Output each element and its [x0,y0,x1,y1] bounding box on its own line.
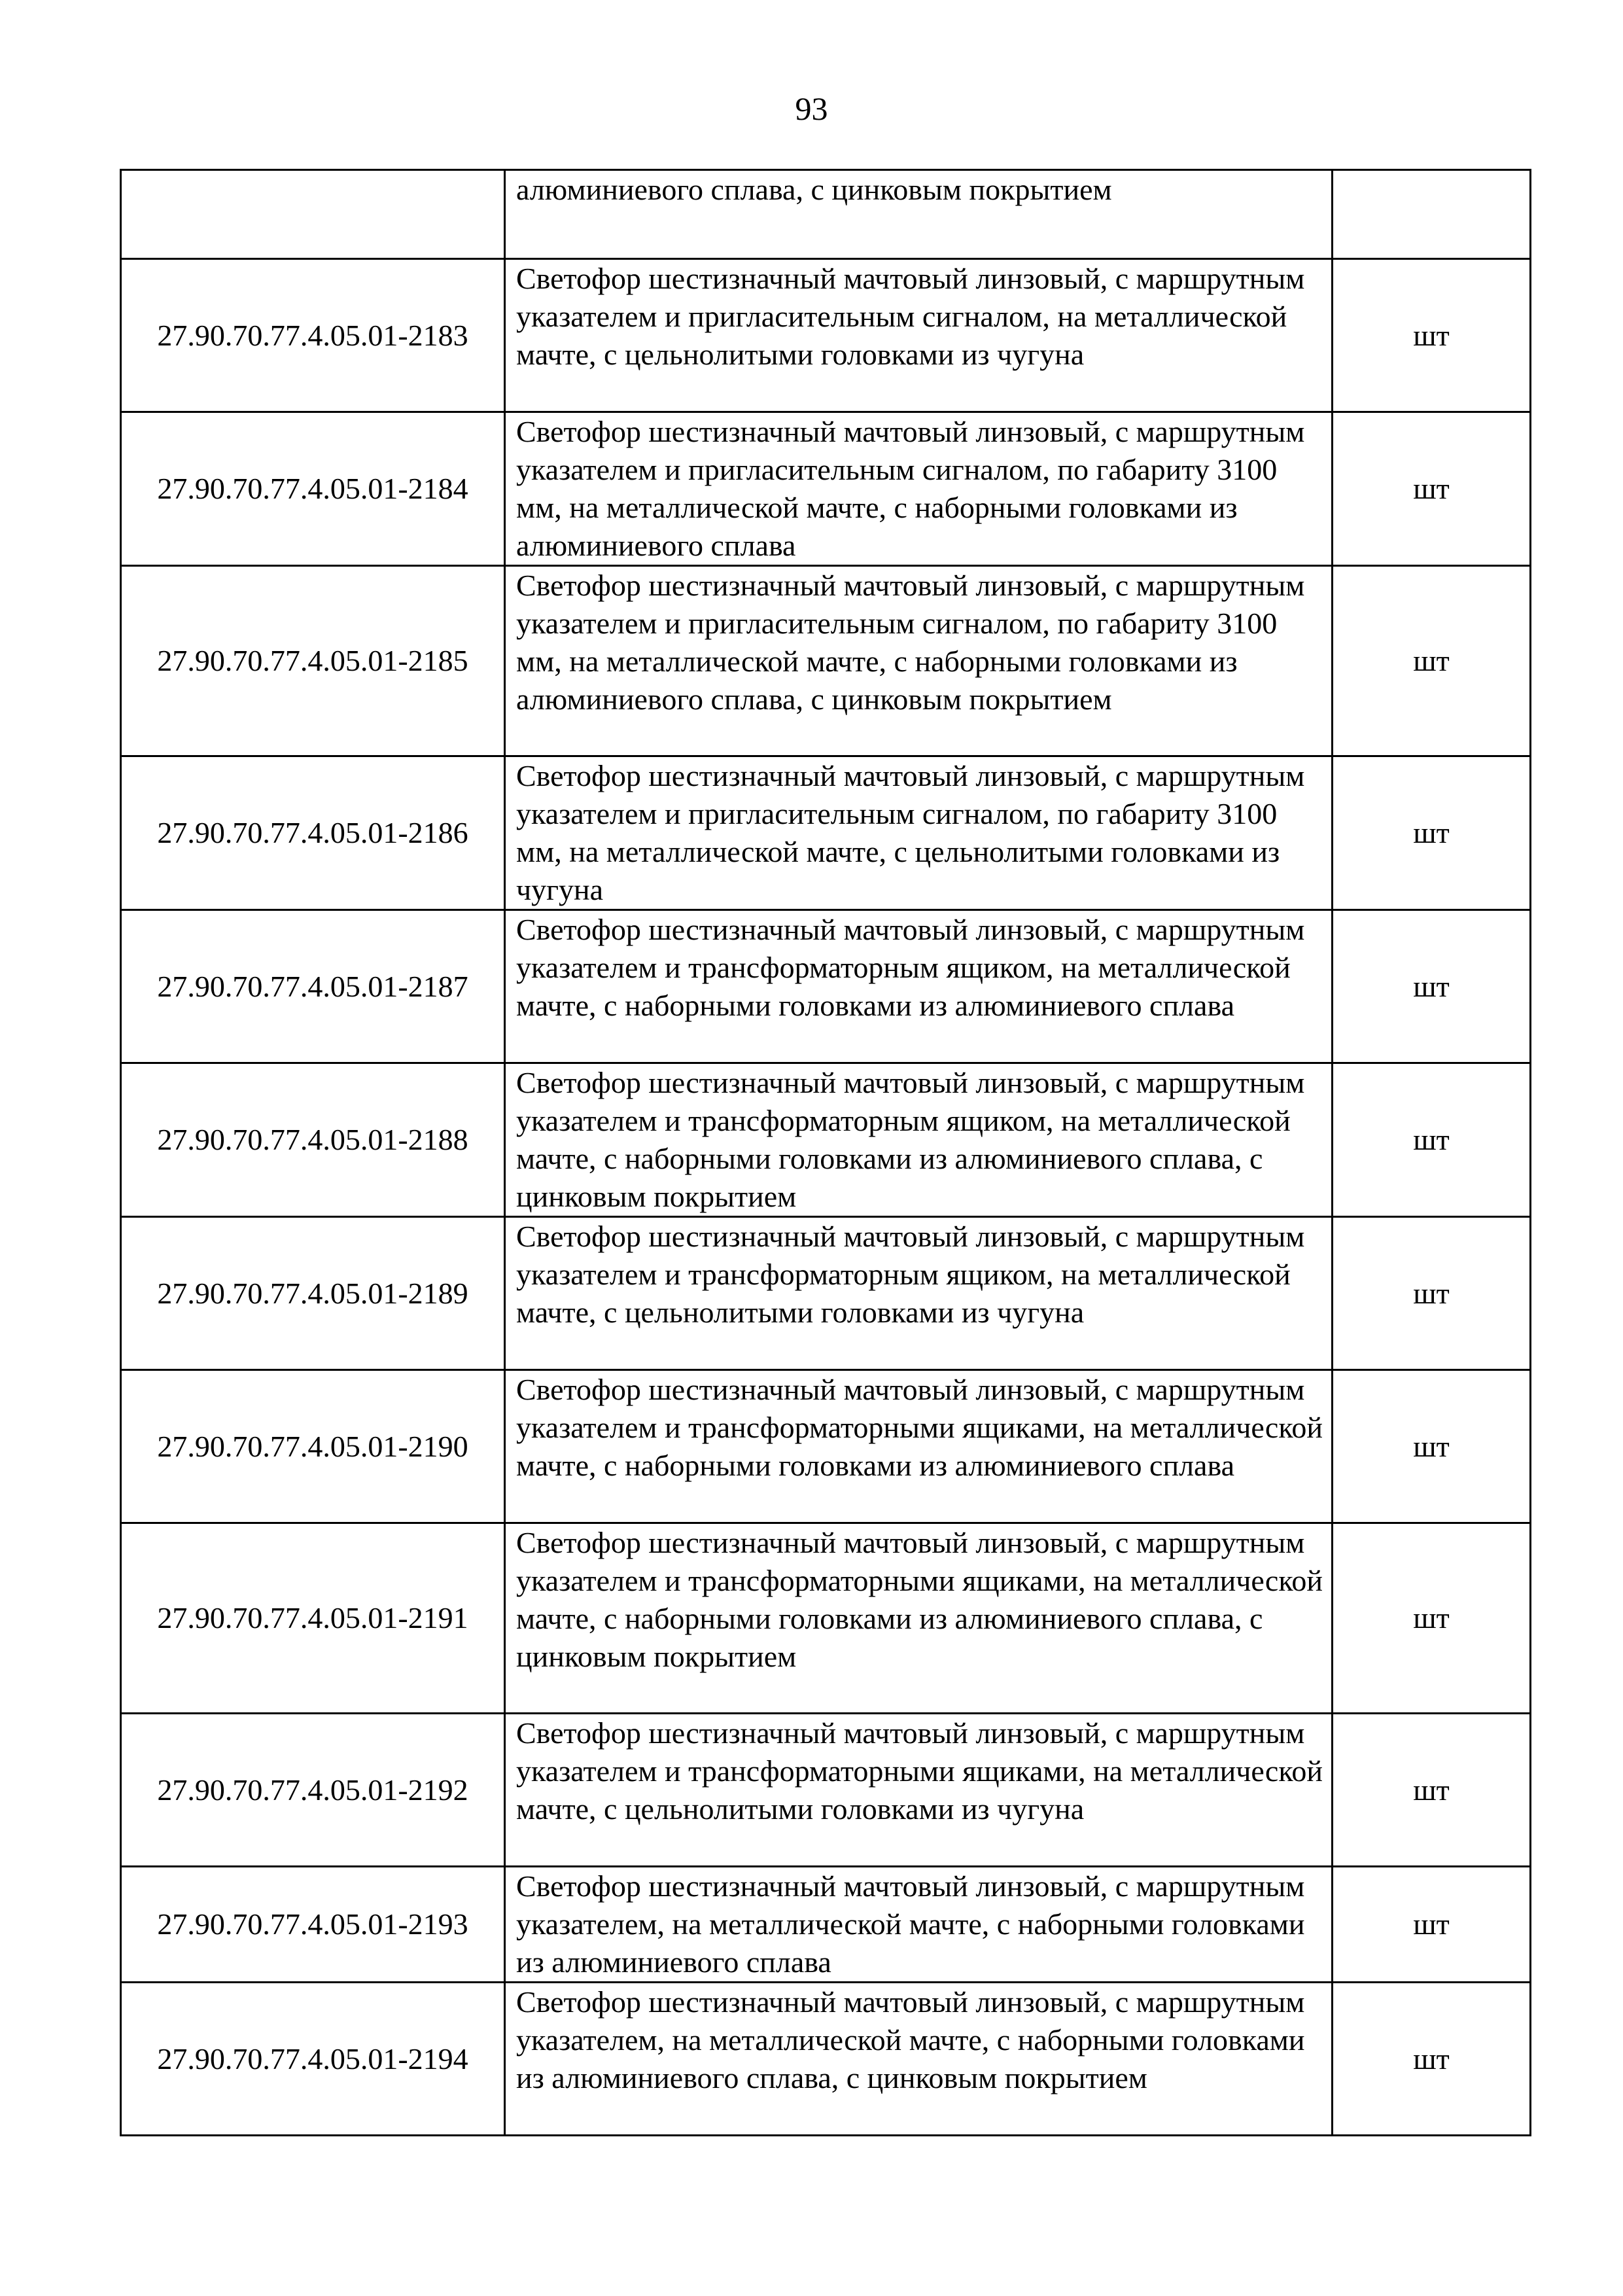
row-unit: шт [1333,1370,1531,1523]
row-unit: шт [1333,910,1531,1063]
row-unit: шт [1333,1867,1531,1983]
row-description: Светофор шестизначный мачтовый линзовый, с маршрутным указателем и трансформаторным ящиком, на металлической мачте, с наборными головками из алюминиевого сплава [505,910,1333,1063]
row-description: Светофор шестизначный мачтовый линзовый, с маршрутным указателем и пригласительным сигналом, по габариту 3100 мм, на металлической мачте, с наборными головками из алюминиевого сплава [505,412,1333,566]
row-unit: шт [1333,566,1531,756]
row-description: Светофор шестизначный мачтовый линзовый, с маршрутным указателем и трансформаторным ящиком, на металлической мачте, с цельнолитыми головками из чугуна [505,1217,1333,1370]
row-description: Светофор шестизначный мачтовый линзовый, с маршрутным указателем, на металлической мачте, с наборными головками из алюминиевого сплава, с цинковым покрытием [505,1983,1333,2136]
row-description: Светофор шестизначный мачтовый линзовый, с маршрутным указателем и пригласительным сигналом, по габариту 3100 мм, на металлической мачте, с наборными головками из алюминиевого сплава, с цинковым покрытием [505,566,1333,756]
row-description: Светофор шестизначный мачтовый линзовый, с маршрутным указателем и трансформаторными ящиками, на металлической мачте, с наборными головками из алюминиевого сплава [505,1370,1333,1523]
row-unit: шт [1333,1217,1531,1370]
table-row [121,910,1531,1063]
row-unit: шт [1333,412,1531,566]
row-unit: шт [1333,1063,1531,1217]
row-code: 27.90.70.77.4.05.01-2189 [121,1217,505,1370]
row-description: алюминиевого сплава, с цинковым покрытием [505,170,1333,259]
row-description: Светофор шестизначный мачтовый линзовый, с маршрутным указателем и пригласительным сигналом, по габариту 3100 мм, на металлической мачте, с цельнолитыми головками из чугуна [505,756,1333,910]
row-description: Светофор шестизначный мачтовый линзовый, с маршрутным указателем и трансформаторными ящиками, на металлической мачте, с наборными головками из алюминиевого сплава, с цинковым покрытием [505,1523,1333,1714]
table-row [121,1523,1531,1714]
page-number: 93 [795,90,828,127]
row-code: 27.90.70.77.4.05.01-2194 [121,1983,505,2136]
row-code: 27.90.70.77.4.05.01-2184 [121,412,505,566]
table-row [121,1063,1531,1217]
row-description: Светофор шестизначный мачтовый линзовый, с маршрутным указателем и пригласительным сигналом, на металлической мачте, с цельнолитыми головками из чугуна [505,259,1333,412]
table-row [121,1983,1531,2136]
row-description: Светофор шестизначный мачтовый линзовый, с маршрутным указателем и трансформаторными ящиками, на металлической мачте, с цельнолитыми головками из чугуна [505,1714,1333,1867]
table-row [121,1867,1531,1983]
row-code: 27.90.70.77.4.05.01-2186 [121,756,505,910]
table-row [121,412,1531,566]
row-description: Светофор шестизначный мачтовый линзовый, с маршрутным указателем и трансформаторным ящиком, на металлической мачте, с наборными головками из алюминиевого сплава, с цинковым покрытием [505,1063,1333,1217]
row-unit: шт [1333,1714,1531,1867]
table-row [121,1217,1531,1370]
row-unit [1333,170,1531,259]
row-unit: шт [1333,259,1531,412]
row-unit: шт [1333,1523,1531,1714]
row-code: 27.90.70.77.4.05.01-2192 [121,1714,505,1867]
table-row [121,1714,1531,1867]
row-code: 27.90.70.77.4.05.01-2187 [121,910,505,1063]
row-code: 27.90.70.77.4.05.01-2190 [121,1370,505,1523]
table-row [121,566,1531,756]
row-description: Светофор шестизначный мачтовый линзовый, с маршрутным указателем, на металлической мачте, с наборными головками из алюминиевого сплава [505,1867,1333,1983]
table-row [121,1370,1531,1523]
row-unit: шт [1333,756,1531,910]
table-row [121,259,1531,412]
row-code: 27.90.70.77.4.05.01-2183 [121,259,505,412]
row-code [121,170,505,259]
row-code: 27.90.70.77.4.05.01-2188 [121,1063,505,1217]
table-row-continuation [121,170,1531,259]
table-row [121,756,1531,910]
catalog-table [120,169,1531,2136]
row-code: 27.90.70.77.4.05.01-2185 [121,566,505,756]
row-unit: шт [1333,1983,1531,2136]
row-code: 27.90.70.77.4.05.01-2191 [121,1523,505,1714]
row-code: 27.90.70.77.4.05.01-2193 [121,1867,505,1983]
catalog-table-body [121,170,1531,2136]
